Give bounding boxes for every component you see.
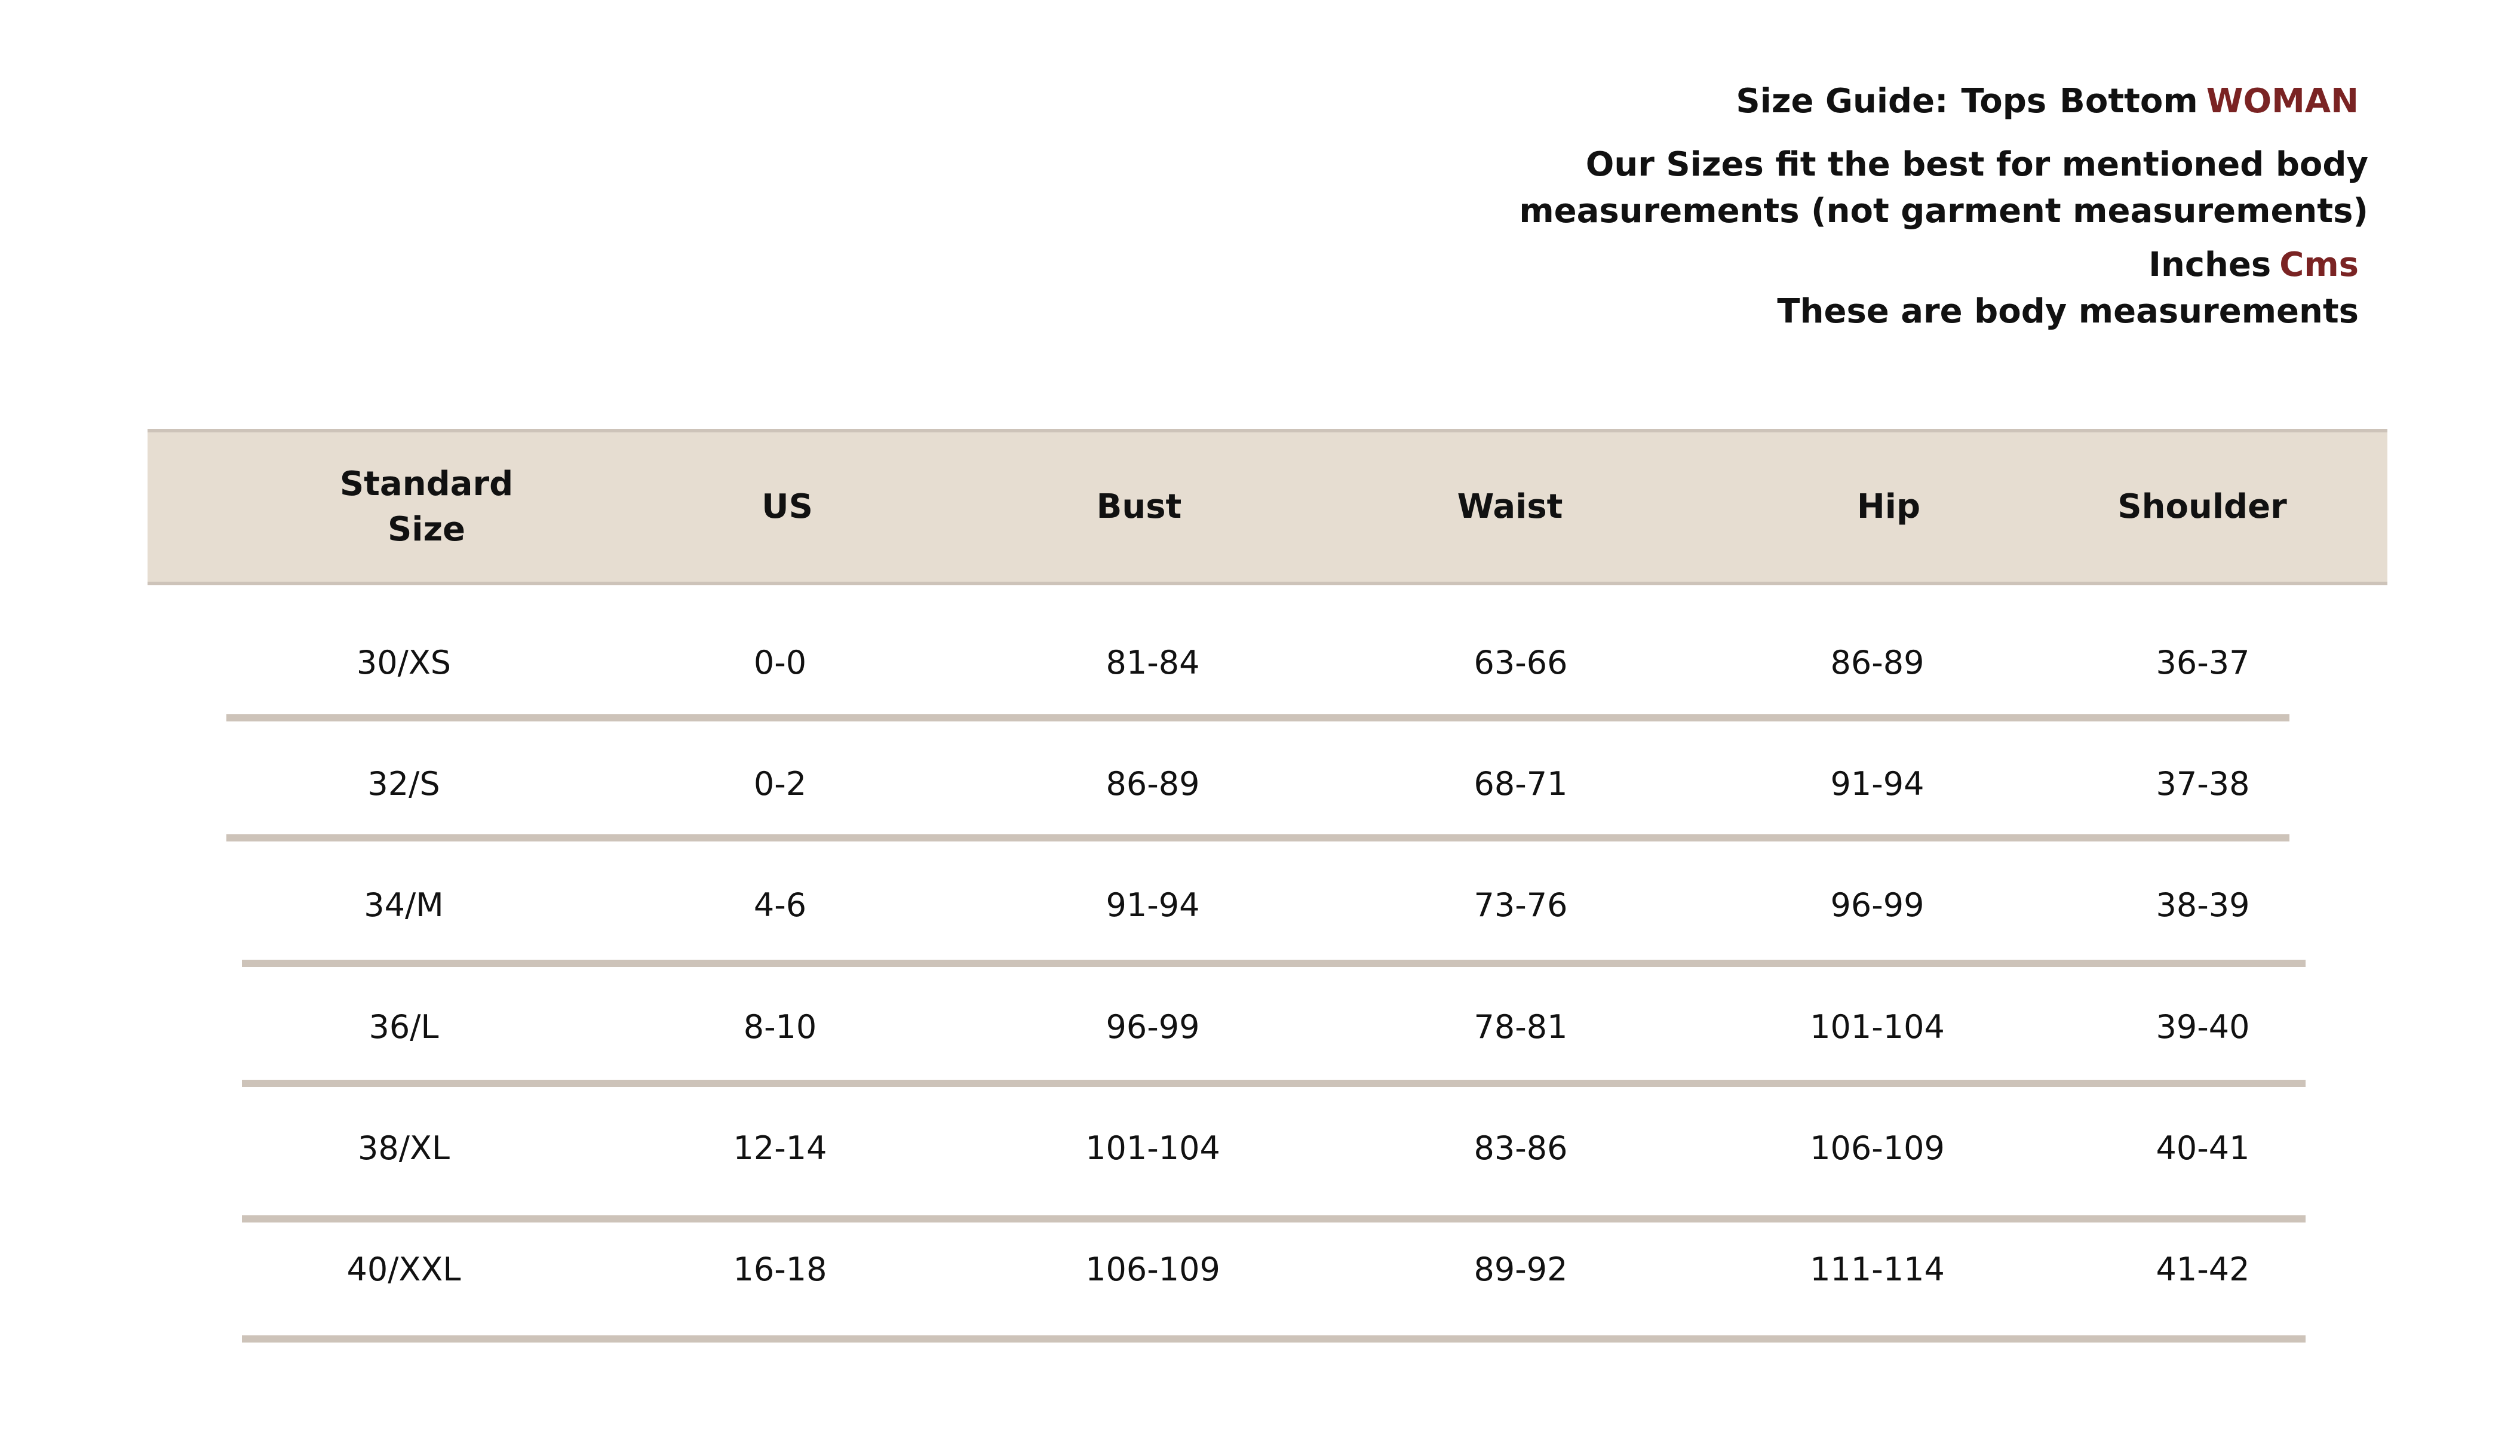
cell-hip: 86-89 bbox=[1830, 644, 1924, 681]
header-standard-size bbox=[331, 432, 522, 582]
cell-shoulder: 37-38 bbox=[2156, 765, 2250, 803]
cell-bust: 96-99 bbox=[1106, 1008, 1200, 1046]
cell-hip: 91-94 bbox=[1830, 765, 1924, 803]
cell-standard-size: 30/XS bbox=[356, 644, 452, 681]
cell-us: 0-2 bbox=[753, 765, 807, 803]
table-row bbox=[0, 1131, 2520, 1250]
cell-standard-size: 34/M bbox=[364, 886, 444, 924]
body-measurements-note: These are body measurements bbox=[1777, 292, 2359, 331]
cell-waist: 78-81 bbox=[1474, 1008, 1568, 1046]
cell-hip: 96-99 bbox=[1830, 886, 1924, 924]
fit-note-line1: Our Sizes fit the best for mentioned body bbox=[1585, 145, 2368, 184]
cell-us: 0-0 bbox=[753, 644, 807, 681]
size-guide-nav bbox=[1403, 75, 2359, 128]
cell-bust: 81-84 bbox=[1106, 644, 1200, 681]
table-row bbox=[0, 645, 2520, 764]
header-standard-size-line2: Size bbox=[387, 510, 466, 549]
cell-waist: 68-71 bbox=[1474, 765, 1568, 803]
cell-standard-size: 40/XXL bbox=[346, 1251, 461, 1288]
header-hip: Hip bbox=[1856, 487, 1921, 526]
cell-hip: 106-109 bbox=[1810, 1129, 1945, 1167]
cell-shoulder: 36-37 bbox=[2156, 644, 2250, 681]
fit-note-line2: measurements (not garment measurements) bbox=[1519, 192, 2368, 231]
cell-bust: 101-104 bbox=[1085, 1129, 1220, 1167]
cell-us: 4-6 bbox=[753, 886, 807, 924]
cell-bust: 91-94 bbox=[1106, 886, 1200, 924]
header-shoulder: Shoulder bbox=[2117, 487, 2287, 526]
size-guide-header bbox=[1403, 75, 2368, 335]
cell-us: 16-18 bbox=[733, 1251, 827, 1288]
unit-toggle bbox=[1403, 242, 2359, 288]
size-guide-label: Size Guide: bbox=[1736, 82, 1948, 121]
header-bust: Bust bbox=[1096, 487, 1182, 526]
row-divider bbox=[242, 1335, 2306, 1343]
cell-hip: 101-104 bbox=[1810, 1008, 1945, 1046]
row-divider bbox=[242, 1080, 2306, 1087]
table-row bbox=[0, 1009, 2520, 1129]
cell-standard-size: 32/S bbox=[367, 765, 440, 803]
cell-shoulder: 41-42 bbox=[2156, 1251, 2250, 1288]
cell-waist: 89-92 bbox=[1474, 1251, 1568, 1288]
cell-waist: 63-66 bbox=[1474, 644, 1568, 681]
tab-bottom[interactable]: Bottom bbox=[2059, 82, 2198, 121]
size-table-header bbox=[148, 429, 2387, 585]
header-us: US bbox=[762, 487, 813, 526]
table-row bbox=[0, 887, 2520, 1007]
cell-standard-size: 36/L bbox=[369, 1008, 439, 1046]
cell-shoulder: 40-41 bbox=[2156, 1129, 2250, 1167]
cell-waist: 73-76 bbox=[1474, 886, 1568, 924]
tab-tops[interactable]: Tops bbox=[1961, 82, 2047, 121]
cell-us: 12-14 bbox=[733, 1129, 827, 1167]
cell-hip: 111-114 bbox=[1810, 1251, 1945, 1288]
table-row bbox=[0, 766, 2520, 886]
cell-shoulder: 38-39 bbox=[2156, 886, 2250, 924]
cell-shoulder: 39-40 bbox=[2156, 1008, 2250, 1046]
row-divider bbox=[242, 1215, 2306, 1222]
tab-woman[interactable]: WOMAN bbox=[2206, 82, 2359, 121]
row-divider bbox=[226, 834, 2289, 841]
unit-cms-option[interactable]: Cms bbox=[2279, 245, 2359, 284]
cell-us: 8-10 bbox=[743, 1008, 817, 1046]
header-standard-size-line1: Standard bbox=[339, 465, 514, 503]
fit-note bbox=[1403, 142, 2368, 235]
unit-inches-option[interactable]: Inches bbox=[2148, 245, 2272, 284]
cell-standard-size: 38/XL bbox=[358, 1129, 450, 1167]
row-divider bbox=[242, 960, 2306, 967]
row-divider bbox=[226, 714, 2289, 721]
header-waist: Waist bbox=[1457, 487, 1563, 526]
cell-waist: 83-86 bbox=[1474, 1129, 1568, 1167]
cell-bust: 106-109 bbox=[1085, 1251, 1220, 1288]
cell-bust: 86-89 bbox=[1106, 765, 1200, 803]
table-row bbox=[0, 1252, 2520, 1371]
